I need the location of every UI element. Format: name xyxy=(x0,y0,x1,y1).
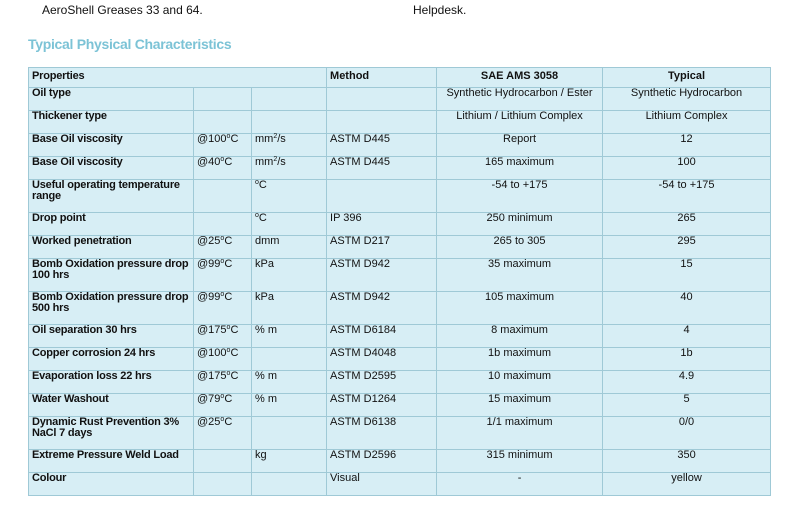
cell-unit: % m xyxy=(252,325,327,348)
cell-property: Colour xyxy=(29,473,194,496)
header-method: Method xyxy=(327,68,437,88)
cell-condition xyxy=(194,473,252,496)
characteristics-table xyxy=(28,67,771,496)
cell-property: Extreme Pressure Weld Load xyxy=(29,450,194,473)
table-row xyxy=(29,371,771,394)
cell-sae: Report xyxy=(437,134,603,157)
table-row xyxy=(29,88,771,111)
cell-typical: -54 to +175 xyxy=(603,180,771,213)
table-row xyxy=(29,394,771,417)
header-properties: Properties xyxy=(29,68,327,88)
cell-sae: Synthetic Hydrocarbon / Ester xyxy=(437,88,603,111)
intro-text-left: AeroShell Greases 33 and 64. xyxy=(42,3,203,17)
cell-unit: $^o$C xyxy=(252,213,327,236)
cell-property: Base Oil viscosity xyxy=(29,157,194,180)
cell-typical: 1b xyxy=(603,348,771,371)
cell-method: ASTM D1264 xyxy=(327,394,437,417)
table-row xyxy=(29,348,771,371)
cell-condition: @25$^o$C xyxy=(194,236,252,259)
table-header-row xyxy=(29,68,771,88)
cell-unit xyxy=(252,348,327,371)
table-row xyxy=(29,450,771,473)
cell-method xyxy=(327,111,437,134)
cell-typical: 265 xyxy=(603,213,771,236)
cell-method: ASTM D942 xyxy=(327,259,437,292)
table-row xyxy=(29,473,771,496)
cell-typical: 5 xyxy=(603,394,771,417)
cell-condition: @175$^o$C xyxy=(194,371,252,394)
cell-unit: % m xyxy=(252,371,327,394)
table-row xyxy=(29,180,771,213)
cell-condition: @99$^o$C xyxy=(194,259,252,292)
cell-method: ASTM D445 xyxy=(327,157,437,180)
cell-sae: 8 maximum xyxy=(437,325,603,348)
cell-property: Thickener type xyxy=(29,111,194,134)
cell-condition xyxy=(194,450,252,473)
cell-method xyxy=(327,180,437,213)
cell-property: Water Washout xyxy=(29,394,194,417)
cell-condition: @25$^o$C xyxy=(194,417,252,450)
section-title: Typical Physical Characteristics xyxy=(28,36,232,52)
cell-typical: Lithium Complex xyxy=(603,111,771,134)
cell-property: Dynamic Rust Prevention 3% NaCl 7 days xyxy=(29,417,194,450)
cell-sae: 15 maximum xyxy=(437,394,603,417)
cell-unit: % m xyxy=(252,394,327,417)
cell-condition xyxy=(194,111,252,134)
cell-condition: @40$^o$C xyxy=(194,157,252,180)
table-row xyxy=(29,292,771,325)
table-row xyxy=(29,111,771,134)
cell-property: Base Oil viscosity xyxy=(29,134,194,157)
cell-method: ASTM D217 xyxy=(327,236,437,259)
cell-sae: 10 maximum xyxy=(437,371,603,394)
cell-property: Bomb Oxidation pressure drop 500 hrs xyxy=(29,292,194,325)
table-row xyxy=(29,134,771,157)
cell-sae: Lithium / Lithium Complex xyxy=(437,111,603,134)
cell-typical: 15 xyxy=(603,259,771,292)
cell-unit: kg xyxy=(252,450,327,473)
cell-property: Useful operating temperature range xyxy=(29,180,194,213)
cell-property: Drop point xyxy=(29,213,194,236)
cell-sae: 1/1 maximum xyxy=(437,417,603,450)
cell-unit: kPa xyxy=(252,259,327,292)
cell-unit xyxy=(252,417,327,450)
cell-method: ASTM D6184 xyxy=(327,325,437,348)
cell-unit: kPa xyxy=(252,292,327,325)
cell-property: Oil separation 30 hrs xyxy=(29,325,194,348)
cell-unit: $mm^2/s$ xyxy=(252,134,327,157)
cell-method: ASTM D2596 xyxy=(327,450,437,473)
cell-typical: yellow xyxy=(603,473,771,496)
cell-unit: $^o$C xyxy=(252,180,327,213)
cell-method: Visual xyxy=(327,473,437,496)
table-row xyxy=(29,325,771,348)
cell-method: IP 396 xyxy=(327,213,437,236)
table-row xyxy=(29,213,771,236)
cell-sae: 105 maximum xyxy=(437,292,603,325)
cell-typical: 4.9 xyxy=(603,371,771,394)
cell-sae: 250 minimum xyxy=(437,213,603,236)
cell-unit xyxy=(252,473,327,496)
cell-method: ASTM D445 xyxy=(327,134,437,157)
cell-typical: 40 xyxy=(603,292,771,325)
table-row xyxy=(29,236,771,259)
cell-sae: 265 to 305 xyxy=(437,236,603,259)
cell-property: Evaporation loss 22 hrs xyxy=(29,371,194,394)
cell-sae: 315 minimum xyxy=(437,450,603,473)
cell-typical: 4 xyxy=(603,325,771,348)
cell-property: Copper corrosion 24 hrs xyxy=(29,348,194,371)
cell-unit: $mm^2/s$ xyxy=(252,157,327,180)
cell-unit: dmm xyxy=(252,236,327,259)
cell-method: ASTM D942 xyxy=(327,292,437,325)
cell-typical: 0/0 xyxy=(603,417,771,450)
cell-property: Worked penetration xyxy=(29,236,194,259)
cell-unit xyxy=(252,88,327,111)
cell-method xyxy=(327,88,437,111)
table-row xyxy=(29,157,771,180)
cell-sae: 1b maximum xyxy=(437,348,603,371)
cell-typical: 100 xyxy=(603,157,771,180)
cell-typical: 350 xyxy=(603,450,771,473)
table-row xyxy=(29,259,771,292)
cell-sae: 165 maximum xyxy=(437,157,603,180)
cell-condition: @79$^o$C xyxy=(194,394,252,417)
cell-typical: Synthetic Hydrocarbon xyxy=(603,88,771,111)
cell-unit xyxy=(252,111,327,134)
cell-condition: @99$^o$C xyxy=(194,292,252,325)
cell-typical: 295 xyxy=(603,236,771,259)
table-row xyxy=(29,417,771,450)
header-sae: SAE AMS 3058 xyxy=(437,68,603,88)
cell-condition: @100$^o$C xyxy=(194,348,252,371)
cell-sae: 35 maximum xyxy=(437,259,603,292)
cell-condition: @100$^o$C xyxy=(194,134,252,157)
header-typical: Typical xyxy=(603,68,771,88)
cell-method: ASTM D4048 xyxy=(327,348,437,371)
cell-method: ASTM D6138 xyxy=(327,417,437,450)
cell-condition xyxy=(194,213,252,236)
intro-text-right: Helpdesk. xyxy=(413,3,467,17)
cell-condition: @175$^o$C xyxy=(194,325,252,348)
cell-condition xyxy=(194,88,252,111)
cell-sae: -54 to +175 xyxy=(437,180,603,213)
cell-sae: - xyxy=(437,473,603,496)
cell-property: Bomb Oxidation pressure drop 100 hrs xyxy=(29,259,194,292)
cell-condition xyxy=(194,180,252,213)
cell-method: ASTM D2595 xyxy=(327,371,437,394)
cell-typical: 12 xyxy=(603,134,771,157)
cell-property: Oil type xyxy=(29,88,194,111)
